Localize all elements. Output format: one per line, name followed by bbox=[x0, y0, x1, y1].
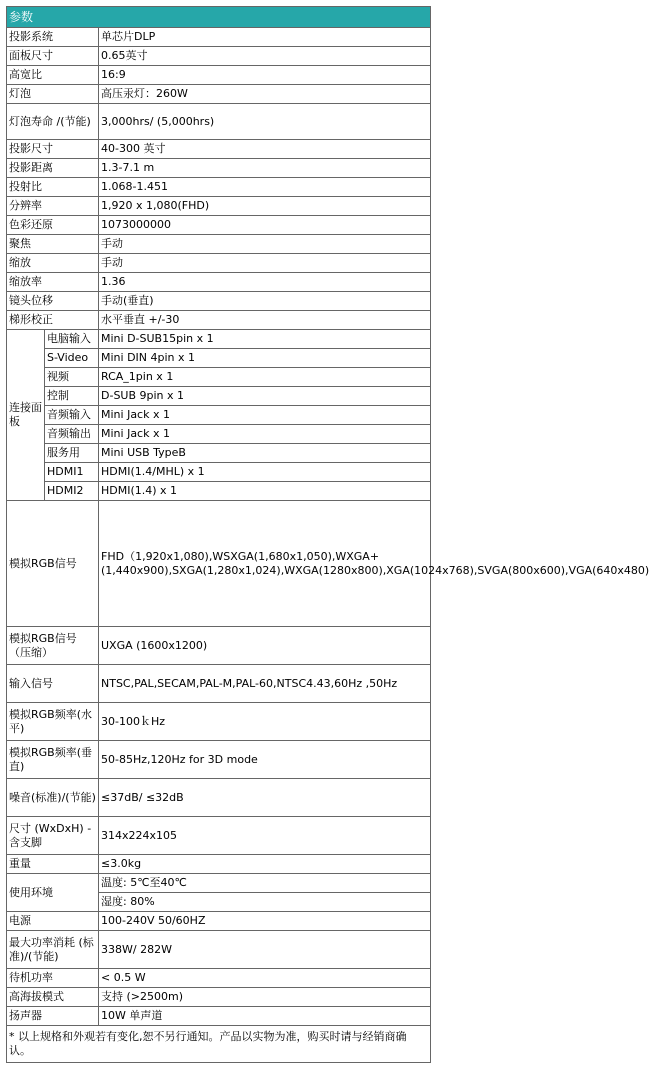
connection-port-label: 控制 bbox=[45, 387, 99, 406]
row-value: 单芯片DLP bbox=[99, 28, 431, 47]
connection-port-value: D-SUB 9pin x 1 bbox=[99, 387, 431, 406]
row-label: 缩放率 bbox=[7, 273, 99, 292]
connection-port-label: HDMI2 bbox=[45, 482, 99, 501]
row-value: FHD（1,920x1,080),WSXGA(1,680x1,050),WXGA+(1,440x900),SXGA(1,280x1,024),WXGA(1280x800),XGA(1024x768),SVGA(800x600),VGA(640x480) bbox=[99, 501, 431, 627]
connection-port-label: 音频输出 bbox=[45, 425, 99, 444]
row-value: 100-240V 50/60HZ bbox=[99, 912, 431, 931]
row-value: ≤3.0kg bbox=[99, 855, 431, 874]
row-label: 分辨率 bbox=[7, 197, 99, 216]
row-value: 1.068-1.451 bbox=[99, 178, 431, 197]
row-value: ≤37dB/ ≤32dB bbox=[99, 779, 431, 817]
connection-port-value: Mini Jack x 1 bbox=[99, 425, 431, 444]
row-label: 尺寸 (WxDxH) - 含支脚 bbox=[7, 817, 99, 855]
row-label: 高海拔模式 bbox=[7, 988, 99, 1007]
env-humidity: 湿度: 80% bbox=[99, 893, 431, 912]
row-label: 镜头位移 bbox=[7, 292, 99, 311]
connection-panel-label: 连接面板 bbox=[7, 330, 45, 501]
row-value: 手动 bbox=[99, 254, 431, 273]
row-label: 输入信号 bbox=[7, 665, 99, 703]
row-label: 最大功率消耗 (标准)/(节能) bbox=[7, 931, 99, 969]
connection-port-label: 电脑输入 bbox=[45, 330, 99, 349]
connection-port-label: 服务用 bbox=[45, 444, 99, 463]
connection-port-value: Mini D-SUB15pin x 1 bbox=[99, 330, 431, 349]
row-value: 338W/ 282W bbox=[99, 931, 431, 969]
row-value: 3,000hrs/ (5,000hrs) bbox=[99, 104, 431, 140]
row-label: 缩放 bbox=[7, 254, 99, 273]
connection-port-value: Mini USB TypeB bbox=[99, 444, 431, 463]
row-value: UXGA (1600x1200) bbox=[99, 627, 431, 665]
row-value: 1.3-7.1 m bbox=[99, 159, 431, 178]
connection-port-label: HDMI1 bbox=[45, 463, 99, 482]
footnote: * 以上规格和外观若有变化,恕不另行通知。产品以实物为准，购买时请与经销商确认。 bbox=[7, 1026, 431, 1063]
row-label: 模拟RGB频率(水平) bbox=[7, 703, 99, 741]
row-value: 30-100ｋHz bbox=[99, 703, 431, 741]
row-value: 高压汞灯：260W bbox=[99, 85, 431, 104]
row-label: 高宽比 bbox=[7, 66, 99, 85]
row-label: 灯泡寿命 /(节能) bbox=[7, 104, 99, 140]
row-label: 重量 bbox=[7, 855, 99, 874]
row-label: 模拟RGB信号 bbox=[7, 501, 99, 627]
row-value: NTSC,PAL,SECAM,PAL-M,PAL-60,NTSC4.43,60Hz ,50Hz bbox=[99, 665, 431, 703]
row-value: 1.36 bbox=[99, 273, 431, 292]
row-value: 水平垂直 +/-30 bbox=[99, 311, 431, 330]
row-label: 扬声器 bbox=[7, 1007, 99, 1026]
row-value: 支持 (>2500m) bbox=[99, 988, 431, 1007]
row-value: 50-85Hz,120Hz for 3D mode bbox=[99, 741, 431, 779]
connection-port-label: 视频 bbox=[45, 368, 99, 387]
row-label: 色彩还原 bbox=[7, 216, 99, 235]
row-label: 噪音(标准)/(节能) bbox=[7, 779, 99, 817]
row-label: 电源 bbox=[7, 912, 99, 931]
row-value: 1,920 x 1,080(FHD) bbox=[99, 197, 431, 216]
row-label: 投影距离 bbox=[7, 159, 99, 178]
row-value: 314x224x105 bbox=[99, 817, 431, 855]
table-header: 参数 bbox=[7, 7, 431, 28]
row-label: 使用环境 bbox=[7, 874, 99, 912]
row-value: 16:9 bbox=[99, 66, 431, 85]
row-label: 梯形校正 bbox=[7, 311, 99, 330]
row-value: 手动 bbox=[99, 235, 431, 254]
row-value: 40-300 英寸 bbox=[99, 140, 431, 159]
connection-port-value: RCA_1pin x 1 bbox=[99, 368, 431, 387]
connection-port-value: HDMI(1.4) x 1 bbox=[99, 482, 431, 501]
connection-port-label: 音频输入 bbox=[45, 406, 99, 425]
row-value: 1073000000 bbox=[99, 216, 431, 235]
connection-port-label: S-Video bbox=[45, 349, 99, 368]
connection-port-value: Mini Jack x 1 bbox=[99, 406, 431, 425]
row-label: 灯泡 bbox=[7, 85, 99, 104]
row-value: 手动(垂直) bbox=[99, 292, 431, 311]
row-label: 模拟RGB信号（压缩） bbox=[7, 627, 99, 665]
row-label: 投影尺寸 bbox=[7, 140, 99, 159]
row-label: 聚焦 bbox=[7, 235, 99, 254]
row-label: 投射比 bbox=[7, 178, 99, 197]
row-label: 模拟RGB频率(垂直) bbox=[7, 741, 99, 779]
spec-table bbox=[6, 6, 649, 1063]
row-label: 待机功率 bbox=[7, 969, 99, 988]
row-label: 面板尺寸 bbox=[7, 47, 99, 66]
row-value: 0.65英寸 bbox=[99, 47, 431, 66]
row-value: < 0.5 W bbox=[99, 969, 431, 988]
connection-port-value: Mini DIN 4pin x 1 bbox=[99, 349, 431, 368]
row-label: 投影系统 bbox=[7, 28, 99, 47]
row-value: 10W 单声道 bbox=[99, 1007, 431, 1026]
connection-port-value: HDMI(1.4/MHL) x 1 bbox=[99, 463, 431, 482]
env-temperature: 温度: 5℃至40℃ bbox=[99, 874, 431, 893]
